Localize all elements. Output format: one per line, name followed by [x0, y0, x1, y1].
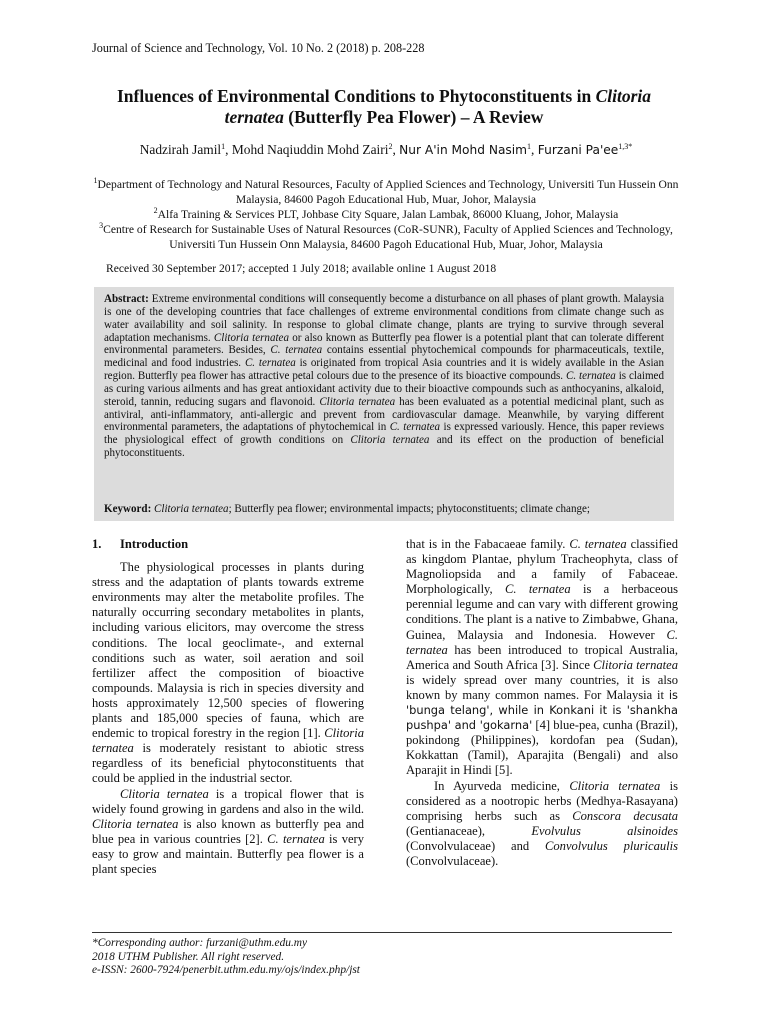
title-part-1: Influences of Environmental Conditions to Phytoconstituents in [117, 86, 596, 106]
abstract-box [94, 287, 674, 521]
paragraph-text: classified as kingdom Plantae, phylum Tracheophyta, class of Magnoliopsida and a family of Fabaceae. Morphologically, [406, 537, 678, 597]
species-name: Clitoria ternatea [92, 816, 179, 831]
paper-title [90, 86, 678, 128]
abstract-species: C. ternatea [244, 357, 296, 370]
footnotes [92, 937, 360, 978]
affiliation-mark: 3 [99, 221, 104, 230]
paragraph-text: is moderately resistant to abiotic stress regardless of its beneficial phytoconstituents that could be applied in the industrial sector. [92, 741, 364, 786]
paragraph-text: (Gentianaceae), [406, 823, 532, 838]
paragraph-text: is also known as butterfly pea and blue pea in various countries [2]. [92, 816, 364, 846]
species-name: C. ternatea [504, 582, 571, 597]
author-separator: , [531, 142, 538, 157]
species-name: Clitoria ternatea [120, 786, 209, 801]
species-name: C. ternatea [406, 627, 678, 657]
species-name: Clitoria ternatea [569, 778, 661, 793]
section-heading [92, 537, 364, 552]
affiliation-text: Centre of Research for Sustainable Uses of Natural Resources (CoR-SUNR), Faculty of Applied Sciences and Technology, Universiti Tun Hussein Onn Malaysia, 84600 Pagoh Educational Hub, Muar, Johor, Malaysia [103, 223, 673, 251]
species-name: Conscora decusata [572, 808, 678, 823]
affiliation-1 [92, 177, 680, 207]
abstract-text: Extreme environmental conditions will consequently become a disturbance on all phases of plant growth. Malaysia is one of the developing countries that face challenges of extreme environmental conditions from climate change such as water availability and soil salinity. In response to global climate change, plants are trying to survive through several adaptation mechanisms. [104, 293, 664, 344]
author-name: Nur A'in Mohd Nasim [399, 143, 528, 157]
paragraph-text: has been introduced to tropical Australia, America and South Africa [3]. Since [406, 642, 678, 672]
common-names: is 'bunga telang', while in Konkani it is 'shankha pushpa' and 'gokarna' [406, 687, 678, 733]
section-number: 1. [92, 537, 102, 551]
affiliation-text: Department of Technology and Natural Resources, Faculty of Applied Sciences and Technology, Universiti Tun Hussein Onn Malaysia, 84600 Pagoh Educational Hub, Muar, Johor, Malaysia [97, 178, 679, 206]
section-title: Introduction [120, 537, 189, 551]
species-name: C. ternatea [569, 537, 627, 551]
keywords [104, 503, 590, 515]
abstract-text: is claimed as curing various ailments and has great antioxidant activity due to their bioactive compounds such as anthocyanins, alkaloid, steroid, tannin, reducing sugars and flavonoid. [104, 370, 664, 408]
abstract-species: Clitoria ternatea [213, 331, 289, 344]
species-name: Evolvulus alsinoides [531, 823, 678, 838]
species-name: C. ternatea [267, 831, 325, 846]
body-column-left [92, 537, 364, 877]
paragraph-text: is considered as a nootropic herbs (Medhya-Rasayana) comprising herbs such as [406, 778, 678, 823]
author-affiliation-mark: 1 [527, 142, 532, 151]
title-part-2: (Butterfly Pea Flower) – A Review [283, 107, 544, 127]
abstract-text: contains essential phytochemical compounds for pharmaceuticals, textile, medicinal and food industries. [104, 344, 664, 370]
abstract-species: C. ternatea [389, 421, 441, 434]
author-list [92, 142, 680, 158]
affiliation-list [92, 177, 680, 252]
body-column-right [406, 537, 678, 869]
paragraph-text: that is in the Fabacaeae family. [406, 537, 570, 551]
affiliation-3 [92, 222, 680, 252]
author-separator: , [392, 142, 400, 157]
paragraph [406, 779, 678, 870]
abstract-species: Clitoria ternatea [319, 395, 396, 408]
paragraph [92, 560, 364, 786]
keyword-species: Clitoria ternatea [154, 503, 229, 515]
paragraph [406, 537, 678, 779]
footnote-divider [92, 932, 672, 933]
affiliation-text: Alfa Training & Services PLT, Johbase City Square, Jalan Lambak, 86000 Kluang, Johor, Malaysia [157, 208, 619, 221]
abstract-text: has been evaluated as a potential medicinal plant, such as antiviral, anti-inflammatory, anti-allergic and prevent from cardiovascular damage. Meanwhile, by varying different environmental parameters, the adaptations of phytochemical in [104, 395, 664, 434]
abstract-text: is expressed variously. Hence, this paper reviews the physiological effect of growth conditions on [104, 421, 665, 447]
paragraph-text: is a tropical flower that is widely found growing in gardens and also in the wild. [92, 786, 364, 816]
abstract-species: C. ternatea [565, 370, 616, 383]
abstract-text: is originated from tropical Asia countries and it is widely available in the Asian region. Butterfly pea flower has attractive petal colours due to the presence of its bioactive compounds. [104, 357, 664, 383]
paragraph-text: The physiological processes in plants during stress and the adaptation of plants towards extreme environments may alter the metabolite profiles. The naturally occurring secondary metabolites in plants, including various elicitors, may overcome the stress conditions. The local geoclimate-, and external conditions such as water, soil aeration and soil fertilizer affect the composition of bioactive compounds. Malaysia is rich in species diversity and hosts approximately 12,500 species of flowering plants and 185,000 species of fauna, which are endemic to tropical forestry in the region [1]. [92, 560, 364, 741]
author-affiliation-mark: 1 [221, 142, 226, 151]
species-name: Clitoria ternatea [92, 726, 364, 756]
paragraph-text: is very easy to grow and maintain. Butterfly pea flower is a plant species [92, 831, 364, 876]
abstract-species: C. ternatea [270, 344, 323, 357]
species-name: Convolvulus pluricaulis [545, 838, 678, 853]
paragraph-text: (Convolvulaceae) and [406, 838, 546, 853]
journal-reference: Journal of Science and Technology, Vol. 10 No. 2 (2018) p. 208-228 [92, 41, 425, 55]
keyword-label: Keyword: [104, 503, 152, 515]
abstract-species: Clitoria ternatea [350, 434, 430, 447]
paragraph [92, 787, 364, 878]
title-species: Clitoria ternatea [224, 86, 651, 127]
author-separator: , [225, 142, 232, 157]
abstract-label: Abstract: [104, 293, 149, 305]
paragraph-text: is a herbaceous perennial legume and can vary with different growing conditions. The plant is a native to Zimbabwe, Ghana, Guinea, Malaysia and Indonesia. However [406, 582, 678, 642]
abstract-text: and its effect on the production of beneficial phytoconstituents. [104, 434, 664, 460]
paragraph-text: [4] blue-pea, cunha (Brazil), pokindong (Philippines), kordofan pea (Sudan), Kokkattan (Tamil), Aparajita (Bengali) and also Aparajit in Hindi [5]. [406, 718, 678, 778]
publisher-note: 2018 UTHM Publisher. All right reserved. [92, 950, 285, 963]
corresponding-author: *Corresponding author: furzani@uthm.edu.my [92, 937, 308, 949]
affiliation-mark: 2 [153, 206, 158, 215]
paragraph-text: In Ayurveda medicine, [434, 778, 570, 793]
paragraph-text: is widely spread over many countries, it is also known by many common names. For Malaysia it [406, 672, 678, 702]
keyword-list: ; Butterfly pea flower; environmental impacts; phytoconstituents; climate change; [228, 503, 590, 515]
species-name: Clitoria ternatea [593, 657, 678, 672]
received-dates: Received 30 September 2017; accepted 1 July 2018; available online 1 August 2018 [106, 262, 497, 275]
author-affiliation-mark: 2 [388, 142, 393, 151]
author-name: Mohd Naqiuddin Mohd Zairi [231, 142, 389, 157]
author-name: Furzani Pa'ee [537, 143, 619, 157]
abstract-text: or also known as Butterfly pea flower is a potential plant that can tolerate different environmental parameters. Besides, [104, 331, 664, 357]
author-affiliation-mark: 1,3* [618, 142, 633, 151]
author-name: Nadzirah Jamil [139, 142, 222, 157]
affiliation-mark: 1 [93, 176, 98, 185]
issn-line: e-ISSN: 2600-7924/penerbit.uthm.edu.my/ojs/index.php/jst [92, 964, 360, 977]
affiliation-2 [92, 207, 680, 222]
paragraph-text: (Convolvulaceae). [406, 853, 499, 868]
